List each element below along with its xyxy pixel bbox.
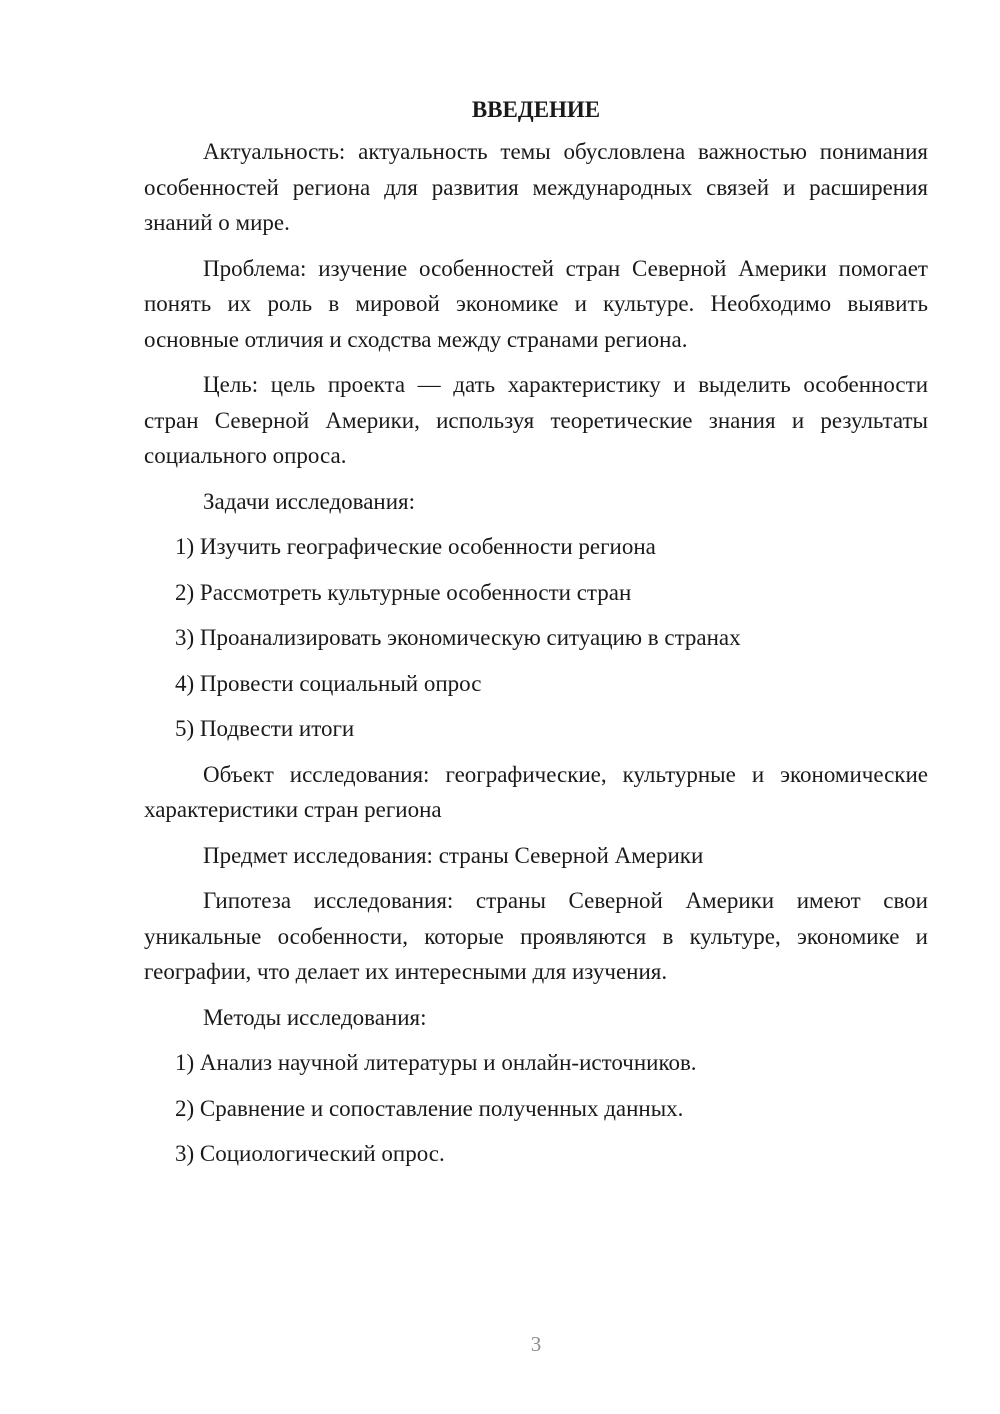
hypothesis-paragraph: Гипотеза исследования: страны Северной Америки имеют свои уникальные особенности, которые проявляются в культуре, экономике и географии, что делает их интересными для изучения. (144, 888, 928, 984)
task-item: 5) Подвести итоги (175, 716, 355, 741)
methods-heading: Методы исследования: (203, 1004, 427, 1030)
goal-paragraph: Цель: цель проекта — дать характеристику и выделить особенности стран Северной Америки, используя теоретические знания и результаты социального опроса. (144, 372, 928, 468)
task-item: 4) Провести социальный опрос (175, 670, 482, 696)
page-number: 3 (530, 1332, 542, 1356)
task-item: 2) Рассмотреть культурные особенности стран (175, 579, 632, 605)
relevance-paragraph: Актуальность: актуальность темы обусловлена важностью понимания особенностей региона для развития международных связей и расширения знаний о мире. (144, 139, 928, 235)
tasks-heading: Задачи исследования: (203, 488, 416, 514)
task-item: 1) Изучить географические особенности региона (175, 534, 656, 559)
object-paragraph: Объект исследования: географические, культурные и экономические характеристики стран региона (144, 761, 928, 822)
task-item: 3) Проанализировать экономическую ситуацию в странах (175, 625, 741, 650)
document-page (144, 92, 928, 1182)
section-title: ВВЕДЕНИЕ (471, 97, 601, 122)
subject-paragraph: Предмет исследования: страны Северной Америки (203, 842, 704, 868)
method-item: 3) Социологический опрос. (175, 1141, 445, 1166)
method-item: 2) Сравнение и сопоставление полученных данных. (175, 1095, 684, 1121)
method-item: 1) Анализ научной литературы и онлайн-источников. (175, 1050, 697, 1075)
problem-paragraph: Проблема: изучение особенностей стран Северной Америки помогает понять их роль в мировой экономике и культуре. Необходимо выявить основные отличия и сходства между странами региона. (144, 255, 928, 352)
